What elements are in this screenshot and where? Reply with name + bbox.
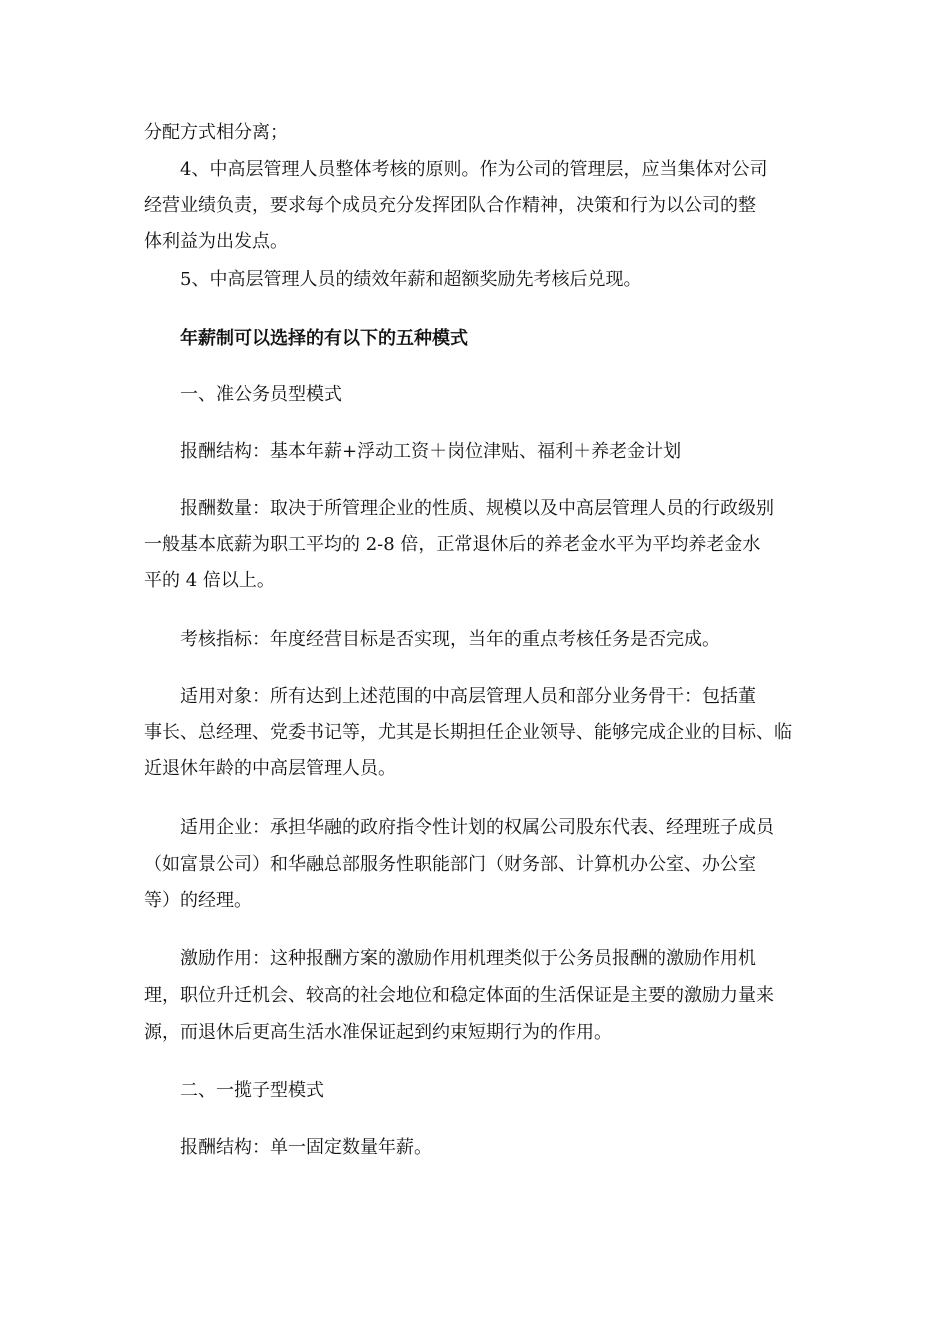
mode-1-enterprise-line-1: 适用企业：承担华融的政府指令性计划的权属公司股东代表、经理班子成员	[180, 817, 774, 838]
mode-1-pay-amount-line-1: 报酬数量：取决于所管理企业的性质、规模以及中高层管理人员的行政级别	[180, 498, 774, 519]
mode-1-pay-structure: 报酬结构：基本年薪+浮动工资＋岗位津贴、福利＋养老金计划	[180, 441, 682, 462]
mode-1-pay-amount-line-2: 一般基本底薪为职工平均的 2-8 倍，正常退休后的养老金水平为平均养老金水	[144, 534, 761, 555]
section-heading: 年薪制可以选择的有以下的五种模式	[180, 328, 468, 349]
mode-1-target-line-2: 事长、总经理、党委书记等，尤其是长期担任企业领导、能够完成企业的目标、临	[144, 722, 792, 743]
mode-1-enterprise-line-3: 等）的经理。	[144, 890, 252, 911]
mode-1-enterprise-line-2: （如富景公司）和华融总部服务性职能部门（财务部、计算机办公室、办公室	[144, 854, 756, 875]
mode-1-incentive-line-2: 理，职位升迁机会、较高的社会地位和稳定体面的生活保证是主要的激励力量来	[144, 985, 774, 1006]
mode-1-incentive-line-1: 激励作用：这种报酬方案的激励作用机理类似于公务员报酬的激励作用机	[180, 948, 756, 969]
mode-1-incentive-line-3: 源，而退休后更高生活水准保证起到约束短期行为的作用。	[144, 1022, 612, 1043]
mode-1-heading: 一、准公务员型模式	[180, 384, 342, 405]
mode-2-heading: 二、一揽子型模式	[180, 1080, 324, 1101]
principle-4-line-2: 经营业绩负责，要求每个成员充分发挥团队合作精神，决策和行为以公司的整	[144, 195, 756, 216]
mode-1-target-line-3: 近退休年龄的中高层管理人员。	[144, 758, 396, 779]
principle-5: 5、中高层管理人员的绩效年薪和超额奖励先考核后兑现。	[180, 269, 642, 290]
mode-1-target-line-1: 适用对象：所有达到上述范围的中高层管理人员和部分业务骨干：包括董	[180, 686, 756, 707]
principle-4-line-3: 体利益为出发点。	[144, 231, 288, 252]
mode-1-assessment-indicator: 考核指标：年度经营目标是否实现，当年的重点考核任务是否完成。	[180, 629, 720, 650]
principle-4-line-1: 4、中高层管理人员整体考核的原则。作为公司的管理层，应当集体对公司	[180, 159, 768, 180]
mode-1-pay-amount-line-3: 平的 4 倍以上。	[144, 570, 275, 591]
paragraph-continuation: 分配方式相分离；	[144, 122, 288, 143]
mode-2-pay-structure: 报酬结构：单一固定数量年薪。	[180, 1137, 432, 1158]
